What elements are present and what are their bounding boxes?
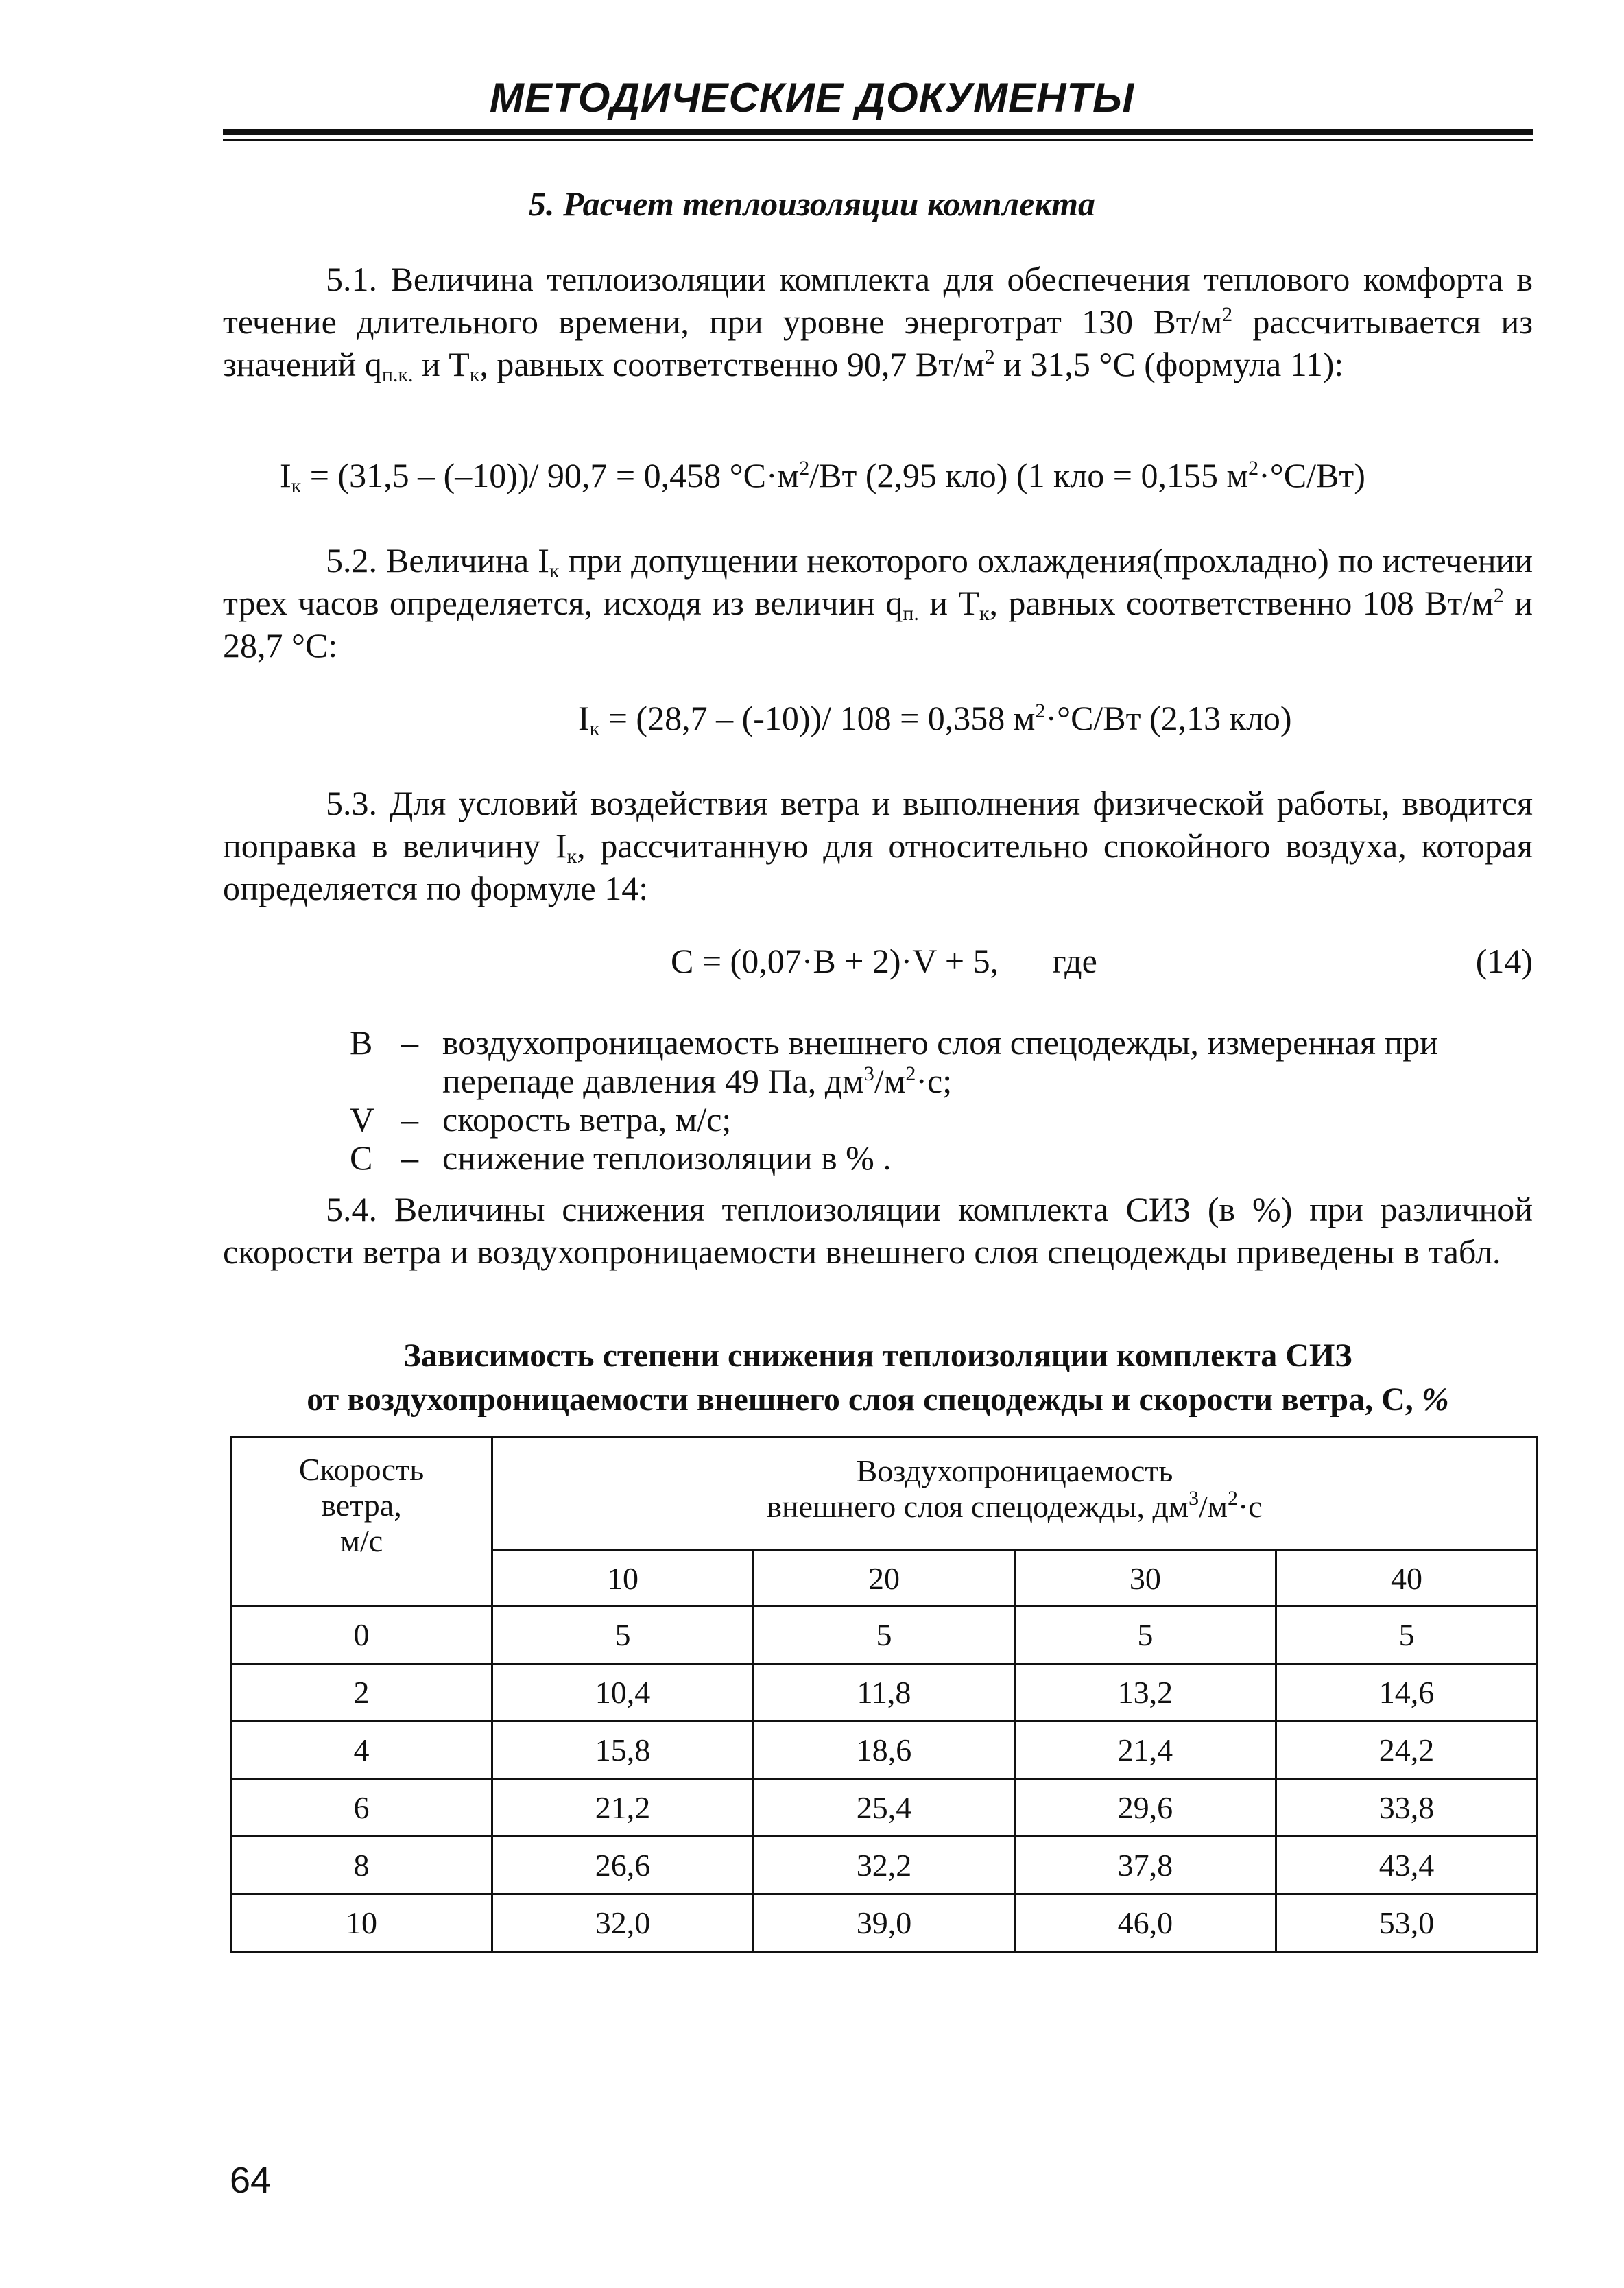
f2-b-sup: 2 — [1035, 700, 1046, 722]
definition-symbol: V — [350, 1100, 375, 1139]
running-header: МЕТОДИЧЕСКИЕ ДОКУМЕНТЫ — [489, 75, 1135, 121]
f2-a: I — [578, 699, 590, 737]
p51-text-c: и Т — [413, 345, 470, 383]
column-header: 30 — [1014, 1551, 1276, 1606]
table-caption-line-2 — [223, 1378, 1533, 1422]
p51-text-e: и 31,5 °С (формула 11): — [994, 345, 1344, 383]
header-air-permeability — [492, 1438, 1538, 1551]
p51-text-b: рассчитывается из значений q — [223, 302, 1533, 383]
table-cell: 21,4 — [1014, 1721, 1276, 1779]
table-header-row — [231, 1438, 1538, 1551]
column-header: 40 — [1276, 1551, 1537, 1606]
p52-text-e: и 28,7 °С: — [223, 584, 1533, 665]
definition-dash: – — [401, 1023, 418, 1062]
definition-v — [350, 1100, 1533, 1139]
table-cell: 53,0 — [1276, 1894, 1537, 1952]
p52-sub-c: к — [979, 602, 990, 625]
header-ap-end: ·с — [1237, 1489, 1263, 1524]
table-cell: 25,4 — [753, 1779, 1014, 1837]
header-wind-speed — [231, 1438, 492, 1606]
table-cell: 5 — [1276, 1606, 1537, 1664]
paragraph-5-4: 5.4. Величины снижения теплоизоляции комплекта СИЗ (в %) при различной скорости ветра и воздухопроницаемости внешнего слоя спецодежды приведены в табл. — [223, 1190, 1533, 1271]
table-cell: 14,6 — [1276, 1664, 1537, 1721]
header-air-permeability-line-2 — [493, 1489, 1536, 1525]
p51-sub-b: п.к. — [381, 364, 414, 386]
f1-a-sub: к — [291, 475, 302, 497]
f1-c: /Вт (2,95 кло) (1 кло = 0,155 м — [809, 456, 1249, 494]
table-cell: 6 — [231, 1779, 492, 1837]
definition-text — [442, 1023, 1533, 1100]
header-wind-speed-line-3: м/с — [339, 1523, 383, 1558]
table-cell: 18,6 — [753, 1721, 1014, 1779]
table-caption-line-2-text: от воздухопроницаемости внешнего слоя спецодежды и скорости ветра, С, — [307, 1381, 1413, 1418]
table-cell: 46,0 — [1014, 1894, 1276, 1952]
table-cell: 43,4 — [1276, 1837, 1537, 1894]
p51-sup-a: 2 — [1222, 303, 1233, 326]
f1-a: I — [280, 456, 291, 494]
definition-symbol: В — [350, 1023, 373, 1062]
table-cell: 29,6 — [1014, 1779, 1276, 1837]
formula-ik-2 — [578, 698, 1292, 738]
def0-text: воздухопроницаемость внешнего слоя спецодежды, измеренная при перепаде давления 49 Па, дм — [442, 1023, 1438, 1100]
table-cell: 33,8 — [1276, 1779, 1537, 1837]
table-cell: 10 — [231, 1894, 492, 1952]
formula-ik-1 — [280, 455, 1365, 495]
table-cell: 26,6 — [492, 1837, 754, 1894]
p51-sub-c: к — [469, 364, 480, 386]
table-cell: 0 — [231, 1606, 492, 1664]
header-rule-thick — [223, 129, 1533, 135]
header-wind-speed-line-2: ветра, — [321, 1488, 402, 1523]
table-row — [231, 1721, 1538, 1779]
table-cell: 5 — [492, 1606, 754, 1664]
table-cell: 8 — [231, 1837, 492, 1894]
paragraph-5-1 — [223, 258, 1533, 385]
f1-b-sup: 2 — [799, 457, 810, 479]
table-cell: 11,8 — [753, 1664, 1014, 1721]
formula-c-where: где — [1052, 942, 1097, 980]
data-table — [230, 1436, 1538, 1953]
definition-symbol: С — [350, 1139, 373, 1177]
table-cell: 32,2 — [753, 1837, 1014, 1894]
formula-c — [671, 941, 1097, 981]
table-row — [231, 1606, 1538, 1664]
p52-text-d: , равных соответственно 108 Вт/м — [989, 584, 1494, 622]
equation-number: (14) — [1475, 942, 1533, 980]
header-air-permeability-line-1: Воздухопроницаемость — [856, 1453, 1173, 1488]
definition-dash: – — [401, 1139, 418, 1177]
variable-definitions — [350, 1023, 1533, 1177]
header-ap-mid: /м — [1199, 1489, 1228, 1524]
f2-b: = (28,7 – (-10))/ 108 = 0,358 м — [599, 699, 1036, 737]
definition-c — [350, 1139, 1533, 1177]
table-caption-percent: % — [1421, 1381, 1449, 1418]
table-row — [231, 1779, 1538, 1837]
header-wind-speed-line-1: Скорость — [298, 1452, 425, 1487]
p52-sup-d: 2 — [1493, 584, 1504, 607]
def0-sup1: 3 — [863, 1062, 874, 1085]
formula-c-expression: С = (0,07·В + 2)·V + 5, — [671, 942, 999, 980]
p52-text-a: 5.2. Величина I — [326, 541, 549, 580]
table-caption — [223, 1334, 1533, 1422]
section-title: 5. Расчет теплоизоляции комплекта — [528, 184, 1095, 223]
def0-sup2: 2 — [905, 1062, 916, 1085]
def0-end: ·с; — [916, 1062, 953, 1100]
page-number: 64 — [230, 2160, 272, 2201]
table-cell: 5 — [1014, 1606, 1276, 1664]
def0-mid: /м — [874, 1062, 906, 1100]
table-row — [231, 1837, 1538, 1894]
f2-c: ·°С/Вт (2,13 кло) — [1045, 699, 1292, 737]
header-rule-thin — [223, 139, 1533, 141]
paragraph-5-2 — [223, 539, 1533, 667]
table-cell: 10,4 — [492, 1664, 754, 1721]
p52-text-b: при допущении некоторого охлаждения(прохладно) по истечении трех часов определяется, исходя из величин q — [223, 541, 1533, 622]
definition-text: скорость ветра, м/с; — [442, 1100, 732, 1139]
header-ap-text: внешнего слоя спецодежды, дм — [767, 1489, 1189, 1524]
table-cell: 37,8 — [1014, 1837, 1276, 1894]
table-cell: 39,0 — [753, 1894, 1014, 1952]
table-cell: 15,8 — [492, 1721, 754, 1779]
definition-dash: – — [401, 1100, 418, 1139]
definition-b — [350, 1023, 1533, 1100]
table-row — [231, 1664, 1538, 1721]
paragraph-5-3 — [223, 782, 1533, 909]
p52-sub-a: к — [549, 560, 560, 582]
f2-a-sub: к — [589, 717, 600, 740]
column-header: 20 — [753, 1551, 1014, 1606]
table-cell: 4 — [231, 1721, 492, 1779]
table-cell: 24,2 — [1276, 1721, 1537, 1779]
p53-sub-a: к — [566, 845, 577, 868]
table-row — [231, 1894, 1538, 1952]
p53-text-a: 5.3. Для условий воздействия ветра и выполнения физической работы, вводится поправка в величину I — [223, 784, 1533, 865]
table-cell: 21,2 — [492, 1779, 754, 1837]
p52-text-c: и Т — [918, 584, 979, 622]
table-cell: 2 — [231, 1664, 492, 1721]
f1-b: = (31,5 – (–10))/ 90,7 = 0,458 °С·м — [301, 456, 800, 494]
p51-text-d: , равных соответственно 90,7 Вт/м — [479, 345, 985, 383]
table-caption-line-1: Зависимость степени снижения теплоизоляции комплекта СИЗ — [403, 1337, 1352, 1374]
p51-text-a: 5.1. Величина теплоизоляции комплекта для обеспечения теплового комфорта в течение длительного времени, при уровне энерготрат 130 Вт/м — [223, 260, 1533, 341]
header-ap-sup1: 3 — [1189, 1487, 1199, 1510]
p51-sup-d: 2 — [984, 346, 995, 368]
f1-d: ·°С/Вт) — [1258, 456, 1365, 494]
column-header: 10 — [492, 1551, 754, 1606]
definition-text: снижение теплоизоляции в % . — [442, 1139, 892, 1177]
p52-sub-b: п. — [903, 602, 919, 625]
header-ap-sup2: 2 — [1227, 1487, 1238, 1510]
table-cell: 32,0 — [492, 1894, 754, 1952]
table-cell: 13,2 — [1014, 1664, 1276, 1721]
p53-text-b: , рассчитанную для относительно спокойного воздуха, которая определяется по формуле 14: — [223, 826, 1533, 907]
f1-c-sup: 2 — [1248, 457, 1259, 479]
table-cell: 5 — [753, 1606, 1014, 1664]
